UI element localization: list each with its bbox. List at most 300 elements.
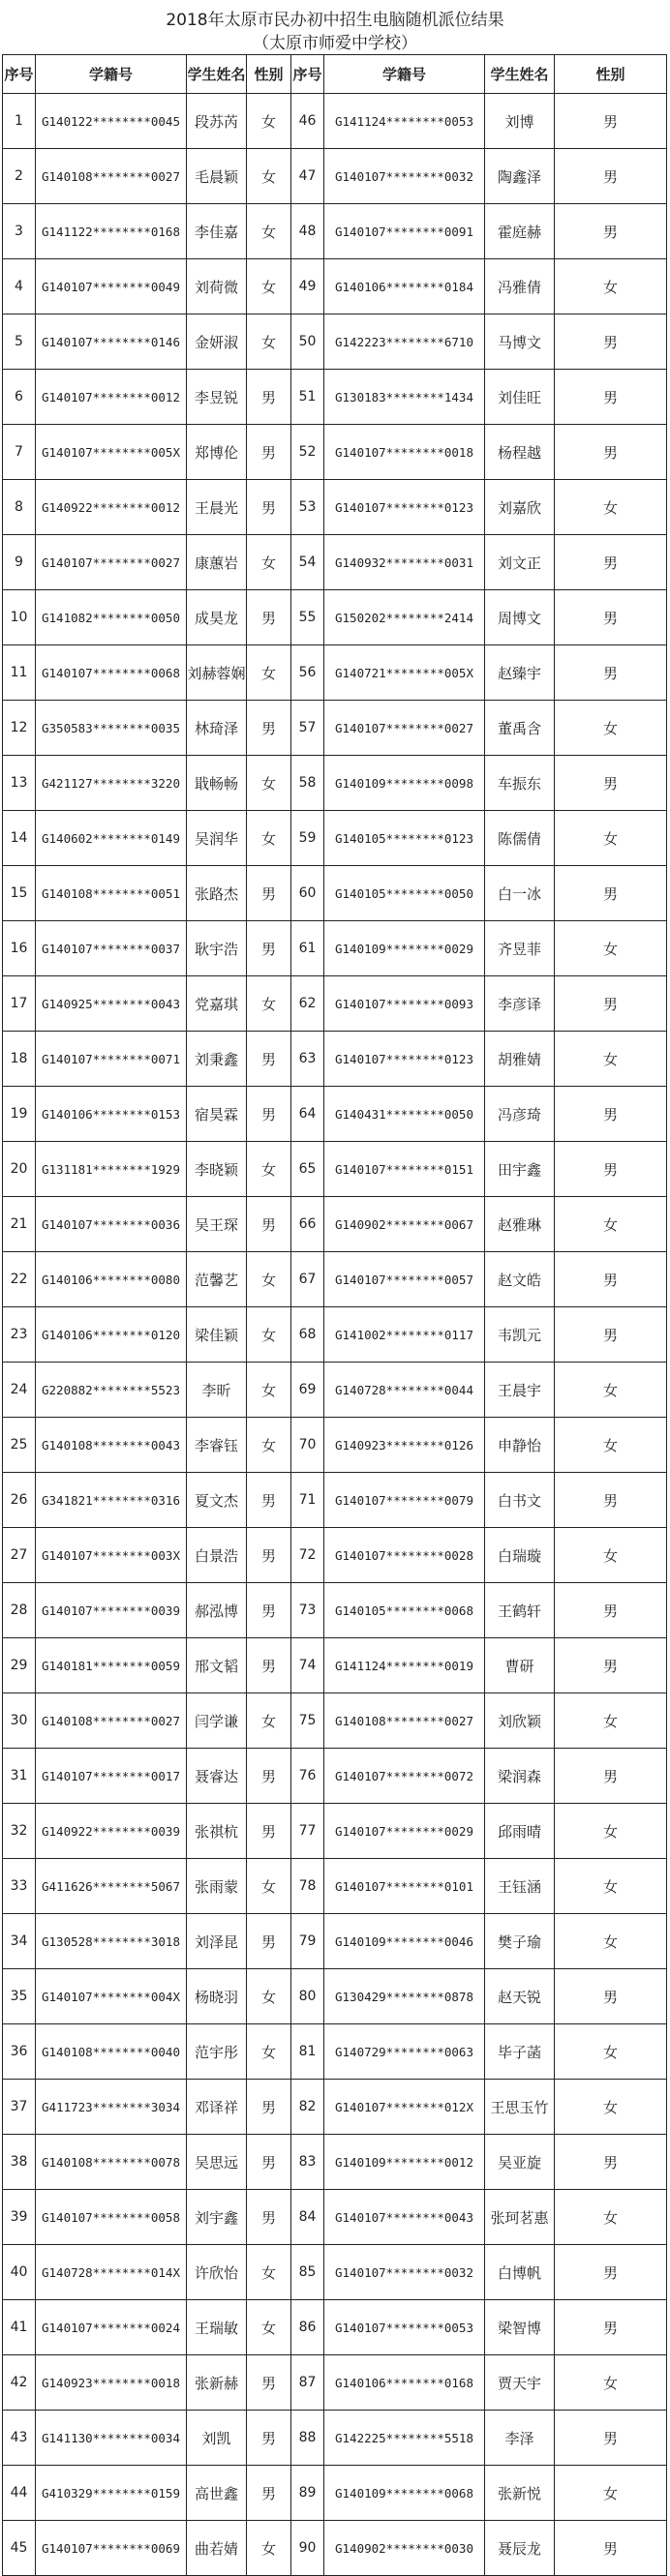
student-sex-right: 男 [555,1307,667,1363]
student-sex-right: 男 [555,976,667,1032]
table-row [3,1418,667,1473]
student-name-right: 王钰涵 [485,1859,555,1914]
student-sex-right: 男 [555,1087,667,1142]
student-no-left: 38 [3,2135,36,2190]
student-id-left: G130528********3018 [36,1914,187,1969]
student-no-left: 6 [3,370,36,425]
table-row [3,866,667,921]
student-no-left: 24 [3,1363,36,1418]
student-id-left: G341821********0316 [36,1473,187,1528]
student-sex-right: 男 [555,94,667,149]
student-name-left: 邢文韬 [187,1638,247,1693]
student-id-left: G140602********0149 [36,811,187,866]
student-name-right: 董禹含 [485,701,555,756]
student-id-right: G140107********0027 [324,701,485,756]
student-no-left: 34 [3,1914,36,1969]
student-id-left: G220882********5523 [36,1363,187,1418]
student-no-left: 15 [3,866,36,921]
student-sex-right: 男 [555,645,667,701]
student-sex-left: 男 [247,1032,291,1087]
student-sex-left: 女 [247,976,291,1032]
student-sex-right: 男 [555,315,667,370]
table-row [3,1528,667,1583]
header-sex-right: 性别 [555,55,667,94]
student-no-right: 68 [291,1307,324,1363]
student-name-right: 赵臻宇 [485,645,555,701]
student-sex-left: 女 [247,315,291,370]
student-name-left: 刘宇鑫 [187,2190,247,2245]
table-row [3,315,667,370]
student-name-right: 王晨宇 [485,1363,555,1418]
student-sex-left: 女 [247,756,291,811]
student-no-right: 65 [291,1142,324,1197]
student-sex-right: 女 [555,2355,667,2411]
student-name-left: 范宇彤 [187,2024,247,2080]
student-no-right: 70 [291,1418,324,1473]
student-id-right: G140107********012X [324,2080,485,2135]
student-no-right: 89 [291,2466,324,2521]
student-no-right: 47 [291,149,324,204]
student-name-left: 白景浩 [187,1528,247,1583]
student-id-right: G140107********0091 [324,204,485,259]
table-row [3,921,667,976]
table-header-row [3,55,667,94]
student-sex-right: 男 [555,1638,667,1693]
student-name-right: 吴亚旋 [485,2135,555,2190]
student-name-right: 霍庭赫 [485,204,555,259]
student-name-left: 刘泽昆 [187,1914,247,1969]
student-sex-left: 男 [247,2135,291,2190]
title-line-1: 2018年太原市民办初中招生电脑随机派位结果 [166,11,504,30]
table-row [3,2355,667,2411]
student-id-right: G140107********0057 [324,1252,485,1307]
student-sex-left: 男 [247,1914,291,1969]
table-row [3,2411,667,2466]
student-id-right: G140902********0067 [324,1197,485,1252]
student-id-left: G411723********3034 [36,2080,187,2135]
student-no-left: 41 [3,2300,36,2355]
student-sex-left: 男 [247,590,291,645]
student-id-left: G140922********0039 [36,1804,187,1859]
student-sex-right: 女 [555,2024,667,2080]
student-name-right: 白瑞璇 [485,1528,555,1583]
student-name-right: 毕子菡 [485,2024,555,2080]
student-no-left: 26 [3,1473,36,1528]
table-row [3,1087,667,1142]
student-no-right: 78 [291,1859,324,1914]
student-name-right: 白书文 [485,1473,555,1528]
student-sex-left: 女 [247,94,291,149]
student-id-left: G141130********0034 [36,2411,187,2466]
student-id-right: G140109********0029 [324,921,485,976]
table-row [3,94,667,149]
student-no-left: 10 [3,590,36,645]
student-id-left: G140107********0146 [36,315,187,370]
student-no-left: 4 [3,259,36,315]
student-id-right: G142223********6710 [324,315,485,370]
student-sex-left: 男 [247,1749,291,1804]
student-no-right: 56 [291,645,324,701]
student-id-right: G141124********0019 [324,1638,485,1693]
student-name-left: 李昕 [187,1363,247,1418]
student-no-right: 46 [291,94,324,149]
student-name-right: 赵雅琳 [485,1197,555,1252]
student-sex-right: 女 [555,1804,667,1859]
student-no-right: 50 [291,315,324,370]
student-id-right: G141002********0117 [324,1307,485,1363]
page-title [0,0,670,54]
table-row [3,1363,667,1418]
student-id-left: G140108********0027 [36,1693,187,1749]
student-id-right: G140431********0050 [324,1087,485,1142]
student-no-left: 20 [3,1142,36,1197]
header-id-left: 学籍号 [36,55,187,94]
student-no-left: 40 [3,2245,36,2300]
student-name-left: 林琦泽 [187,701,247,756]
student-id-right: G140109********0046 [324,1914,485,1969]
student-no-right: 62 [291,976,324,1032]
student-name-right: 周博文 [485,590,555,645]
student-sex-left: 男 [247,1528,291,1583]
student-no-left: 44 [3,2466,36,2521]
student-id-left: G140107********0058 [36,2190,187,2245]
student-id-right: G150202********2414 [324,590,485,645]
student-id-left: G411626********5067 [36,1859,187,1914]
student-sex-left: 女 [247,1969,291,2024]
table-row [3,2521,667,2576]
table-row [3,2135,667,2190]
student-name-left: 张雨蒙 [187,1859,247,1914]
student-sex-right: 女 [555,1418,667,1473]
student-sex-left: 男 [247,2411,291,2466]
student-no-left: 28 [3,1583,36,1638]
student-name-left: 李睿钰 [187,1418,247,1473]
student-id-right: G140106********0168 [324,2355,485,2411]
student-id-left: G140108********0027 [36,149,187,204]
student-name-right: 贾天宇 [485,2355,555,2411]
student-sex-left: 男 [247,2080,291,2135]
student-id-right: G140105********0050 [324,866,485,921]
student-sex-right: 女 [555,1363,667,1418]
student-no-left: 29 [3,1638,36,1693]
student-sex-left: 男 [247,1087,291,1142]
student-id-right: G140107********0028 [324,1528,485,1583]
student-name-left: 曲若婧 [187,2521,247,2576]
header-name-left: 学生姓名 [187,55,247,94]
student-id-right: G140107********0072 [324,1749,485,1804]
student-name-right: 刘嘉欣 [485,480,555,535]
student-sex-left: 女 [247,259,291,315]
table-row [3,370,667,425]
student-no-right: 88 [291,2411,324,2466]
student-sex-right: 女 [555,2080,667,2135]
student-sex-right: 男 [555,425,667,480]
student-no-left: 42 [3,2355,36,2411]
student-no-left: 23 [3,1307,36,1363]
student-sex-left: 男 [247,2466,291,2521]
table-row [3,756,667,811]
student-no-right: 67 [291,1252,324,1307]
student-sex-left: 男 [247,2355,291,2411]
student-no-right: 85 [291,2245,324,2300]
student-name-left: 毛晨颖 [187,149,247,204]
student-sex-right: 男 [555,1969,667,2024]
student-sex-right: 女 [555,921,667,976]
student-no-right: 71 [291,1473,324,1528]
student-name-right: 齐昱菲 [485,921,555,976]
student-id-right: G140923********0126 [324,1418,485,1473]
student-name-right: 曹研 [485,1638,555,1693]
student-name-left: 杨晓羽 [187,1969,247,2024]
student-no-left: 43 [3,2411,36,2466]
student-no-left: 33 [3,1859,36,1914]
table-row [3,1638,667,1693]
student-sex-left: 男 [247,1583,291,1638]
student-no-right: 55 [291,590,324,645]
student-sex-left: 男 [247,1638,291,1693]
student-name-left: 邓译祥 [187,2080,247,2135]
student-sex-right: 男 [555,590,667,645]
student-id-left: G140107********005X [36,425,187,480]
student-no-left: 11 [3,645,36,701]
student-sex-right: 女 [555,811,667,866]
student-id-right: G140105********0068 [324,1583,485,1638]
student-no-left: 9 [3,535,36,590]
student-no-right: 66 [291,1197,324,1252]
student-sex-right: 男 [555,2411,667,2466]
student-name-right: 张新悦 [485,2466,555,2521]
student-sex-left: 男 [247,866,291,921]
table-row [3,149,667,204]
student-sex-right: 男 [555,1142,667,1197]
student-name-left: 范馨艺 [187,1252,247,1307]
student-id-right: G142225********5518 [324,2411,485,2466]
student-name-right: 白博帆 [485,2245,555,2300]
student-id-left: G140925********0043 [36,976,187,1032]
student-sex-left: 男 [247,2190,291,2245]
student-no-right: 79 [291,1914,324,1969]
student-no-left: 5 [3,315,36,370]
student-no-left: 31 [3,1749,36,1804]
student-sex-left: 女 [247,1693,291,1749]
student-sex-left: 男 [247,1473,291,1528]
table-row [3,2190,667,2245]
student-id-right: G140107********0123 [324,1032,485,1087]
student-sex-right: 男 [555,535,667,590]
student-id-right: G140728********0044 [324,1363,485,1418]
student-name-right: 田宇鑫 [485,1142,555,1197]
student-name-left: 郝泓博 [187,1583,247,1638]
student-no-right: 52 [291,425,324,480]
student-no-right: 82 [291,2080,324,2135]
header-id-right: 学籍号 [324,55,485,94]
student-name-right: 梁智博 [485,2300,555,2355]
table-row [3,204,667,259]
student-id-right: G140109********0012 [324,2135,485,2190]
table-row [3,701,667,756]
student-name-left: 张新赫 [187,2355,247,2411]
student-no-right: 73 [291,1583,324,1638]
student-name-left: 金妍淑 [187,315,247,370]
student-id-right: G141124********0053 [324,94,485,149]
student-id-left: G140107********0024 [36,2300,187,2355]
student-id-right: G140107********0079 [324,1473,485,1528]
student-sex-right: 男 [555,756,667,811]
student-name-left: 刘凯 [187,2411,247,2466]
student-no-left: 21 [3,1197,36,1252]
student-name-left: 李佳嘉 [187,204,247,259]
student-no-right: 80 [291,1969,324,2024]
student-sex-right: 男 [555,1473,667,1528]
student-id-right: G140721********005X [324,645,485,701]
student-name-left: 吴思远 [187,2135,247,2190]
student-no-left: 45 [3,2521,36,2576]
student-id-left: G140107********004X [36,1969,187,2024]
student-sex-left: 女 [247,645,291,701]
table-row [3,425,667,480]
student-no-right: 60 [291,866,324,921]
student-sex-left: 男 [247,480,291,535]
table-row [3,645,667,701]
student-sex-right: 女 [555,1914,667,1969]
student-no-right: 48 [291,204,324,259]
student-no-right: 51 [291,370,324,425]
student-sex-right: 女 [555,701,667,756]
student-no-left: 1 [3,94,36,149]
student-sex-right: 女 [555,2466,667,2521]
student-no-right: 84 [291,2190,324,2245]
table-row [3,1969,667,2024]
student-no-right: 59 [291,811,324,866]
student-name-left: 夏文杰 [187,1473,247,1528]
student-id-right: G140105********0123 [324,811,485,866]
student-id-left: G141122********0168 [36,204,187,259]
student-name-right: 胡雅婧 [485,1032,555,1087]
student-id-right: G140108********0027 [324,1693,485,1749]
student-no-right: 76 [291,1749,324,1804]
student-id-right: G140107********0101 [324,1859,485,1914]
student-sex-left: 男 [247,370,291,425]
student-name-left: 张路杰 [187,866,247,921]
student-id-left: G140106********0120 [36,1307,187,1363]
student-no-left: 7 [3,425,36,480]
student-sex-left: 女 [247,1307,291,1363]
student-no-right: 75 [291,1693,324,1749]
student-no-right: 49 [291,259,324,315]
student-sex-right: 男 [555,2300,667,2355]
student-sex-right: 男 [555,866,667,921]
student-id-right: G140107********0053 [324,2300,485,2355]
student-name-left: 许欣怡 [187,2245,247,2300]
student-no-right: 86 [291,2300,324,2355]
student-name-left: 聂睿达 [187,1749,247,1804]
student-id-left: G131181********1929 [36,1142,187,1197]
student-id-left: G140181********0059 [36,1638,187,1693]
student-id-left: G140108********0040 [36,2024,187,2080]
student-id-left: G140923********0018 [36,2355,187,2411]
student-no-left: 30 [3,1693,36,1749]
student-no-right: 69 [291,1363,324,1418]
student-id-left: G140108********0043 [36,1418,187,1473]
student-sex-left: 女 [247,535,291,590]
student-no-left: 39 [3,2190,36,2245]
student-id-left: G140728********014X [36,2245,187,2300]
student-name-right: 李泽 [485,2411,555,2466]
student-name-right: 李彦译 [485,976,555,1032]
student-name-left: 耿宇浩 [187,921,247,976]
student-name-left: 王晨光 [187,480,247,535]
student-no-right: 83 [291,2135,324,2190]
student-sex-left: 女 [247,1418,291,1473]
student-sex-left: 女 [247,204,291,259]
student-id-right: G140107********0093 [324,976,485,1032]
student-sex-right: 女 [555,1528,667,1583]
student-no-left: 25 [3,1418,36,1473]
student-name-left: 李晓颖 [187,1142,247,1197]
student-sex-left: 男 [247,701,291,756]
student-sex-left: 女 [247,1142,291,1197]
student-name-left: 刘荷微 [187,259,247,315]
table-row [3,1693,667,1749]
student-name-right: 韦凯元 [485,1307,555,1363]
student-no-right: 81 [291,2024,324,2080]
student-id-left: G140107********0039 [36,1583,187,1638]
student-name-right: 白一冰 [485,866,555,921]
student-no-right: 77 [291,1804,324,1859]
student-id-left: G140107********003X [36,1528,187,1583]
student-sex-left: 男 [247,1804,291,1859]
student-no-right: 58 [291,756,324,811]
student-name-left: 宿昊霖 [187,1087,247,1142]
student-id-left: G140107********0068 [36,645,187,701]
table-row [3,976,667,1032]
student-sex-right: 男 [555,1749,667,1804]
student-no-left: 12 [3,701,36,756]
student-id-left: G140107********0069 [36,2521,187,2576]
student-id-right: G140107********0032 [324,149,485,204]
student-id-left: G350583********0035 [36,701,187,756]
student-no-left: 2 [3,149,36,204]
table-row [3,1142,667,1197]
student-id-right: G140107********0043 [324,2190,485,2245]
table-row [3,2080,667,2135]
student-id-left: G140108********0078 [36,2135,187,2190]
student-sex-right: 女 [555,1032,667,1087]
student-sex-right: 男 [555,2135,667,2190]
student-no-left: 8 [3,480,36,535]
student-id-left: G140107********0027 [36,535,187,590]
student-name-left: 闫学谦 [187,1693,247,1749]
student-sex-left: 男 [247,921,291,976]
header-no-left: 序号 [3,55,36,94]
table-row [3,535,667,590]
student-sex-left: 女 [247,149,291,204]
student-no-left: 3 [3,204,36,259]
student-sex-right: 女 [555,1197,667,1252]
student-id-right: G140902********0030 [324,2521,485,2576]
student-sex-right: 男 [555,1583,667,1638]
student-sex-left: 男 [247,1197,291,1252]
student-name-left: 吴润华 [187,811,247,866]
student-id-right: G140107********0018 [324,425,485,480]
student-no-right: 64 [291,1087,324,1142]
student-no-right: 61 [291,921,324,976]
student-id-right: G140106********0184 [324,259,485,315]
student-id-left: G140107********0036 [36,1197,187,1252]
student-name-right: 冯雅倩 [485,259,555,315]
student-no-right: 54 [291,535,324,590]
student-name-right: 马博文 [485,315,555,370]
